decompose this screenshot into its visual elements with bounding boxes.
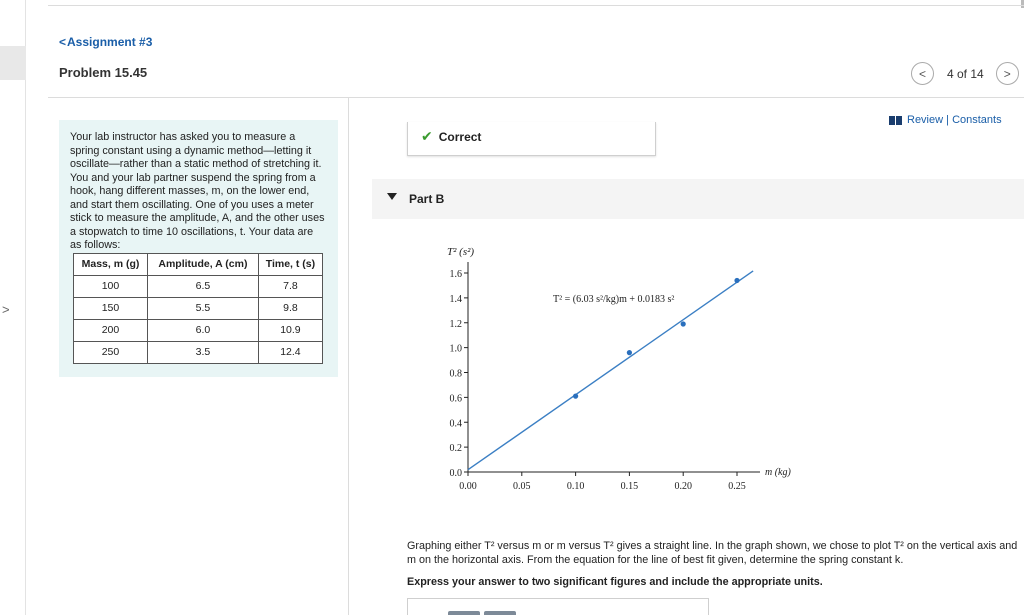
y-tick-label: 0.4 xyxy=(449,418,462,430)
problem-description: Your lab instructor has asked you to measure a spring constant using a dynamic method—letting it oscillate—rather than a static method of stretching it. You and your lab partner suspend the spring from a hook, hang different masses, m, on the lower end, and start them oscillating. One of you uses a meter stick to measure the amplitude, A, and the other uses a stopwatch to time 10 oscillations, t. Your data are as follows: xyxy=(70,131,325,251)
data-point xyxy=(627,350,632,355)
y-tick-label: 0.0 xyxy=(449,468,462,479)
data-point xyxy=(573,394,578,399)
units-tool-button[interactable] xyxy=(484,611,516,615)
template-tool-button[interactable] xyxy=(448,611,480,615)
table-cell: 9.8 xyxy=(258,297,322,319)
answer-instruction: Express your answer to two significant figures and include the appropriate units. xyxy=(407,576,823,588)
constants-link[interactable]: Constants xyxy=(952,114,1002,126)
problem-title: Problem 15.45 xyxy=(59,65,148,80)
y-tick-label: 0.2 xyxy=(449,443,462,455)
table-cell: 5.5 xyxy=(147,297,258,319)
table-cell: 200 xyxy=(74,319,148,341)
x-axis-label: m (kg) xyxy=(765,467,791,478)
chevron-left-icon: < xyxy=(59,35,67,49)
correct-label: Correct xyxy=(438,130,482,144)
checkmark-icon: ✔ xyxy=(421,128,433,144)
y-tick-label: 1.2 xyxy=(449,318,462,330)
table-cell: 6.0 xyxy=(147,319,258,341)
link-separator: | xyxy=(943,114,953,126)
table-cell: 10.9 xyxy=(258,319,322,341)
x-tick-label: 0.20 xyxy=(674,481,692,492)
x-tick-label: 0.00 xyxy=(459,481,477,492)
data-point xyxy=(734,278,739,283)
table-cell: 250 xyxy=(74,341,148,363)
previous-problem-button[interactable]: < xyxy=(911,62,934,85)
pager-count: 4 of 14 xyxy=(947,66,984,81)
breadcrumb-label: Assignment #3 xyxy=(67,35,153,49)
y-tick-label: 0.6 xyxy=(449,393,462,405)
table-cell: 12.4 xyxy=(258,341,322,363)
table-cell: 6.5 xyxy=(147,275,258,297)
table-header-cell: Time, t (s) xyxy=(258,253,322,275)
x-tick-label: 0.05 xyxy=(513,481,531,492)
y-tick-label: 1.0 xyxy=(449,343,462,355)
table-cell: 100 xyxy=(74,275,148,297)
review-link[interactable]: Review xyxy=(907,114,944,126)
y-tick-label: 0.8 xyxy=(449,368,462,380)
table-cell: 3.5 xyxy=(147,341,258,363)
question-prompt: Graphing either T² versus m or m versus T² gives a straight line. In the graph shown, we chose to plot T² on the vertical axis and m on the horizontal axis. From the equation for the line of best fit given, determine the spring constant k. xyxy=(407,540,1018,566)
table-header-cell: Amplitude, A (cm) xyxy=(147,253,258,275)
y-tick-label: 1.6 xyxy=(449,269,462,280)
answer-input-box[interactable] xyxy=(407,598,709,615)
x-tick-label: 0.25 xyxy=(728,481,746,492)
data-point xyxy=(681,321,686,326)
table-cell: 7.8 xyxy=(258,275,322,297)
y-axis-label: T² (s²) xyxy=(447,246,475,258)
x-tick-label: 0.10 xyxy=(566,481,585,492)
table-cell: 150 xyxy=(74,297,148,319)
x-tick-label: 0.15 xyxy=(620,481,639,492)
table-header-cell: Mass, m (g) xyxy=(74,253,148,275)
part-label: Part B xyxy=(409,192,445,206)
fit-equation: T² = (6.03 s²/kg)m + 0.0183 s² xyxy=(553,294,675,305)
y-tick-label: 1.4 xyxy=(449,293,462,305)
expand-arrow-icon[interactable]: > xyxy=(2,302,10,317)
next-problem-button[interactable]: > xyxy=(996,62,1019,85)
